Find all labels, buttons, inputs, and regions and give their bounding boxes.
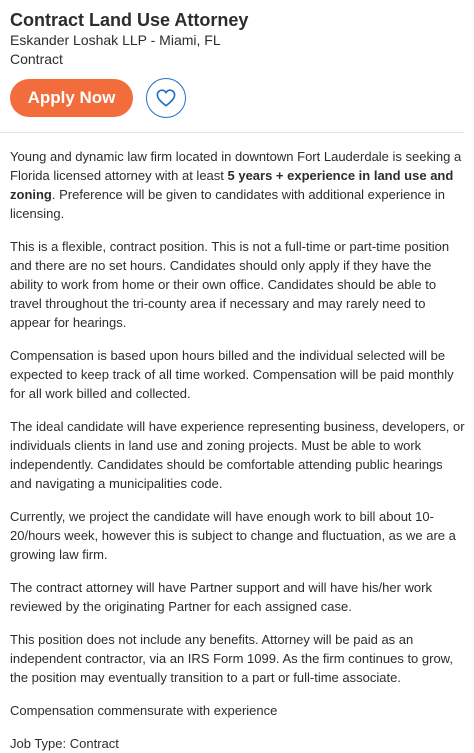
job-type-line: Job Type: Contract — [10, 736, 119, 751]
heart-icon — [156, 89, 176, 107]
job-title: Contract Land Use Attorney — [10, 10, 249, 30]
description-paragraph: The ideal candidate will have experience representing business, developers, or individuals clients in land use and zoning projects. Must be able to work independently. Candidates should be comfortable attending public hearings and navigating a municipalities code. — [10, 419, 465, 491]
job-posting — [0, 10, 474, 753]
apply-now-button[interactable]: Apply Now — [10, 79, 133, 117]
description-paragraph: Young and dynamic law firm located in downtown Fort Lauderdale is seeking a Florida licensed attorney with at least 5 years + experience in land use and zoning. Preference will be given to candidates with additional experience in licensing. — [10, 149, 462, 221]
description-paragraph: This is a flexible, contract position. This is not a full-time or part-time position and there are no set hours. Candidates should only apply if they have the ability to work from home or their own office. Candidates should be able to travel throughout the tri-county area if necessary and may rarely need to appear for hearings. — [10, 239, 450, 330]
divider — [0, 132, 464, 133]
description-paragraph: The contract attorney will have Partner support and will have his/her work reviewed by the originating Partner for each assigned case. — [10, 580, 432, 614]
description-paragraph: This position does not include any benefits. Attorney will be paid as an independent contractor, via an IRS Form 1099. As the firm continues to grow, the position may eventually transition to a part or full-time associate. — [10, 632, 453, 685]
description-paragraph: Compensation commensurate with experience — [10, 703, 278, 718]
job-description — [10, 147, 474, 753]
job-type: Contract — [10, 51, 63, 67]
company-location: Eskander Loshak LLP - Miami, FL — [10, 32, 221, 48]
description-paragraph: Compensation is based upon hours billed and the individual selected will be expected to keep track of all time worked. Compensation will be paid monthly for all work billed and collected. — [10, 348, 454, 401]
save-job-button[interactable] — [146, 78, 186, 118]
description-paragraph: Currently, we project the candidate will have enough work to bill about 10-20/hours week, however this is subject to change and fluctuation, as we are a growing law firm. — [10, 509, 456, 562]
action-bar — [10, 78, 474, 118]
